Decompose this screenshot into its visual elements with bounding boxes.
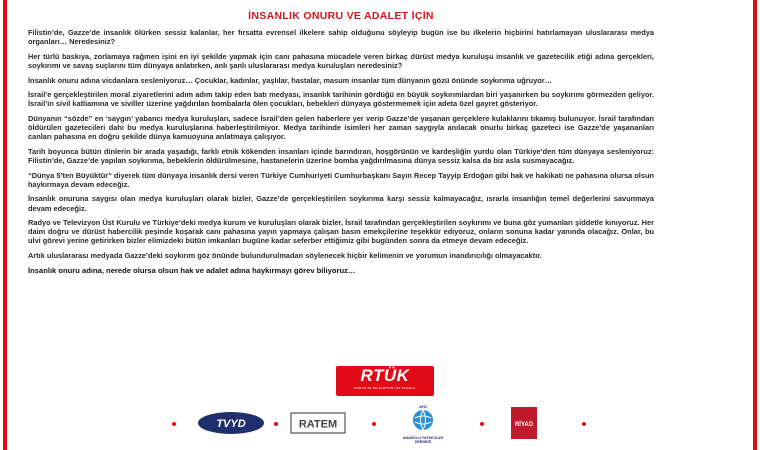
riyad-logo-text: RİYAD [514, 422, 534, 428]
separator-dot [582, 422, 586, 426]
paragraph-7: “Dünya 5’ten Büyüktür” diyerek tüm dünyaya insanlık dersi veren Türkiye Cumhuriyeti Cumhurbaşkanı Sayın Recep Tayyip Erdoğan gibi hak ve hakikati ne pahasına olursa olsun haykırmaya devam edeceğiz. [28, 170, 654, 189]
paragraph-8: İnsanlık onuruna saygısı olan medya kuruluşları olarak bizler, Gazze’de gerçekleştirilen soykırıma karşı sessiz kalmayacağız, ısrarla insanlığın temel değerlerini savunmaya devam edeceğiz. [28, 194, 654, 213]
separator-dot [172, 422, 176, 426]
ratem-logo [290, 410, 346, 436]
right-red-border [753, 0, 757, 450]
globe-icon [412, 409, 434, 431]
paragraph-10: Artık uluslararası medyada Gazze’deki soykırım göz önünde bulundurulmadan söylenecek hiçbir kelimenin ve yorumun inandırıcılığı olmayacaktır. [28, 251, 542, 261]
paragraph-1: Filistin’de, Gazze’de insanlık ölürken sessiz kalanlar, her fırsatta evrensel ilkelere sahip olduğunu söyleyip bugün ise bu ilkelerin hiçbirini hatırlamayan uluslararası medya organları… Neredesiniz? [28, 28, 654, 47]
paragraph-4: İsrail’e gerçekleştirilen moral ziyaretlerini adım adım takip eden batı medyası, insanlık tarihinin gördüğü en büyük soykırımlardan biri yaşanırken bu soykırımı görmezden geliyor. İsrail’in sivil katliamına ve siviller üzerine yağdırılan bombalarla ölen çocukları, bebekleri dünyaya göstermemek için adeta özel gayret gösteriyor. [28, 90, 654, 109]
paragraph-6: Tarih boyunca bütün dinlerin bir arada yaşadığı, farklı etnik kökenden insanları içinde barındıran, hoşgörünün ve kardeşliğin yurdu olan Türkiye’den tüm dünyaya sesleniyoruz: Filistin’de, Gazze’de yapılan soykırıma, bebeklerin öldürülmesine, hastanelerin üzerine bomba yağdırılmasına dünya sessiz kalsa da biz asla susmayacağız. [28, 146, 654, 165]
tvyd-logo-text: TVYD [216, 418, 246, 430]
separator-dot [480, 422, 484, 426]
paragraph-9: Radyo ve Televizyon Üst Kurulu ve Türkiye’deki medya kurum ve kuruluşları olarak bizler, İsrail tarafından gerçekleştirilen soykırımı ve buna göz yumanları şiddetle kınıyoruz. Her daim doğru ve dürüst habercilik peşinde koşarak canı pahasına yayın yapmaya çalışan basın emekçilerine teşekkür ediyoruz, onların sonuna kadar yanında olacağız. Onlar, bu ulvi görevi yerine getirirken bizler elimizdeki bütün imkanları bugüne kadar seferber ettiğimiz gibi bugünden sonra da etmeye devam edeceğiz. [28, 218, 654, 246]
ayd-logo-bottom: ANADOLU YAYINCILAR DERNEĞİ [402, 436, 444, 445]
ayd-logo-top: AYD [418, 404, 428, 409]
closing-statement: İnsanlık onuru adına, nerede olursa olsun hak ve adalet adına haykırmayı görev biliyoruz… [28, 265, 356, 275]
separator-dot [274, 422, 278, 426]
partner-logos-row [0, 404, 760, 444]
riyad-logo [510, 406, 538, 440]
ayd-logo [400, 404, 446, 444]
document-title: İNSANLIK ONURU VE ADALET İÇİN [248, 10, 434, 22]
paragraph-2: Her türlü baskıya, zorlamaya rağmen işini en iyi şekilde yapmak için canı pahasına mücadele veren birkaç dürüst medya kuruluşu insanlık ve gazetecilik etiği adına gerçekleri, soykırımı ve savaş suçlarını tüm dünyaya anlatırken, anlı şanlı uluslararası medya kuruluşları neredesiniz? [28, 51, 654, 70]
left-red-border [3, 0, 7, 450]
paragraph-5: Dünyanın “sözde” en ‘saygın’ yabancı medya kuruluşları, sadece İsrail’den gelen haberlere yer verip Gazze’de yaşanan gerçeklere kulaklarını tıkamış bulunuyor. İsrail tarafından öldürülen gazetecileri dahi bu medya kuruluşlarına haberleştirilmiyor. Medya tarihinde isimleri her zaman saygıyla anılacak onurlu birkaç gazeteci ise Gazze’de yaşananları canları pahasına en doğru şekilde dünya kamuoyuna anlatmaya çalışıyor. [28, 114, 654, 142]
ratem-logo-text: RATEM [298, 418, 338, 431]
separator-dot [372, 422, 376, 426]
rtuk-logo-word: RTÜK [360, 366, 410, 385]
tvyd-logo [196, 410, 266, 436]
paragraph-3: İnsanlık onuru adına vicdanlara sesleniyoruz… Çocuklar, kadınlar, yaşlılar, hastalar, masum insanlar tüm dünyanın gözü önünde soykırıma uğruyor… [28, 75, 553, 85]
rtuk-logo [336, 366, 434, 396]
rtuk-logo-subtitle: RADYO VE TELEVİZYON ÜST KURULU [354, 386, 416, 390]
statement-document [28, 8, 654, 282]
